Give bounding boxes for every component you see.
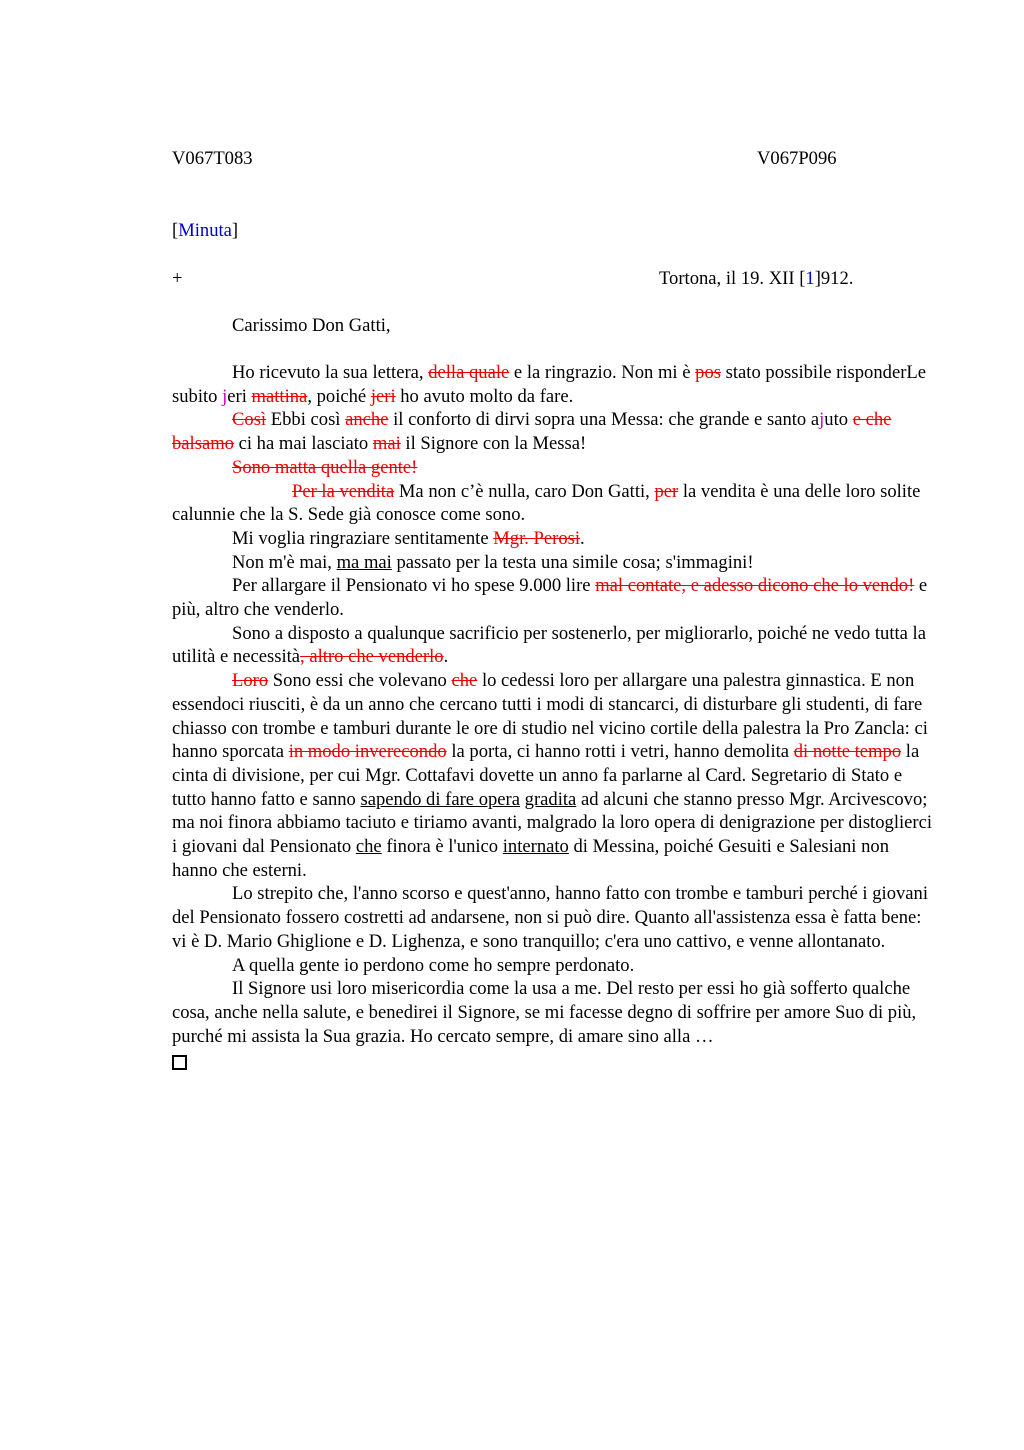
end-square-icon <box>172 1055 187 1070</box>
salutation: Carissimo Don Gatti, <box>232 315 391 336</box>
paragraph-6: Non m'è mai, ma mai passato per la testa una simile cosa; s'immagini! <box>232 551 754 573</box>
draft-label: [Minuta] <box>172 220 239 241</box>
paragraph-2: Così Ebbi così anche il conforto di dirvi sopra una Messa: che grande e santo ajuto e che balsamo ci ha mai lasciato mai il Signore con la Messa! <box>172 409 892 455</box>
paragraph-5: Mi voglia ringraziare sentitamente Mgr. Perosi. <box>232 527 585 549</box>
paragraph-4: Per la vendita Ma non c’è nulla, caro Don Gatti, per la vendita è una delle loro solite calunnie che la S. Sede già conosce come sono. <box>172 480 921 526</box>
place-date: Tortona, il 19. XII [1]912. <box>659 268 854 289</box>
paragraph-12: Il Signore usi loro misericordia come la usa a me. Del resto per essi ho già sofferto qualche cosa, anche nella salute, e benedirei il Signore, se mi facesse degno di soffrire per amore Suo di più, purché mi assista la Sua grazia. Ho cercato sempre, di amare sino alla … <box>172 978 917 1047</box>
end-marker <box>172 1048 932 1072</box>
paragraph-8: Sono a disposto a qualunque sacrificio per sostenerlo, per migliorarlo, poiché ne vedo tutta la utilità e necessità, altro che venderlo. <box>172 622 926 668</box>
paragraph-3: Sono matta quella gente! <box>232 456 418 478</box>
editorial-digit: 1 <box>805 268 815 289</box>
paragraph-10: Lo strepito che, l'anno scorso e quest'anno, hanno fatto con trombe e tamburi perché i giovani del Pensionato fossero costretti ad andarsene, non si può dire. Quanto all'assistenza essa è fatta bene: vi è D. Mario Ghiglione e D. Lighenza, e sono tranquillo; c'era uno cattivo, e venne allontanato. <box>172 883 929 952</box>
document-code-left: V067T083 <box>172 148 253 169</box>
cross-sign: + <box>172 268 183 289</box>
paragraph-7: Per allargare il Pensionato vi ho spese 9.000 lire mal contate, e adesso dicono che lo vendo! e più, altro che venderlo. <box>172 575 928 621</box>
paragraph-11: A quella gente io perdono come ho sempre perdonato. <box>232 954 635 976</box>
paragraph-1: Ho ricevuto la sua lettera, della quale e la ringrazio. Non mi è pos stato possibile risponderLe subito jeri mattina, poiché jeri ho avuto molto da fare. <box>172 362 926 407</box>
document-code-right: V067P096 <box>757 148 837 169</box>
letter-body <box>172 361 932 1072</box>
draft-label-text: Minuta <box>178 220 232 241</box>
paragraph-9: Loro Sono essi che volevano che lo cedessi loro per allargare una palestra ginnastica. E non essendoci riusciti, è da un anno che cercano tutti i modi di stancarci, di disturbare gli studenti, di fare chiasso con trombe e tamburi durante le ore di studio nel vicino cortile della palestra la Pro Zancla: ci hanno sporcata in modo inverecondo la porta, ci hanno rotti i vetri, hanno demolita di notte tempo la cinta di divisione, per cui Mgr. Cottafavi dovette un anno fa parlarne al Card. Segretario di Stato e tutto hanno fatto e sanno sapendo di fare opera gradita ad alcuni che stanno presso Mgr. Arcivescovo; ma noi finora abbiamo taciuto e tiriamo avanti, malgrado la loro opera di denigrazione per distoglierci i giovani dal Pensionato che finora è l'unico internato di Messina, poiché Gesuiti e Salesiani non hanno che esterni. <box>172 670 933 881</box>
